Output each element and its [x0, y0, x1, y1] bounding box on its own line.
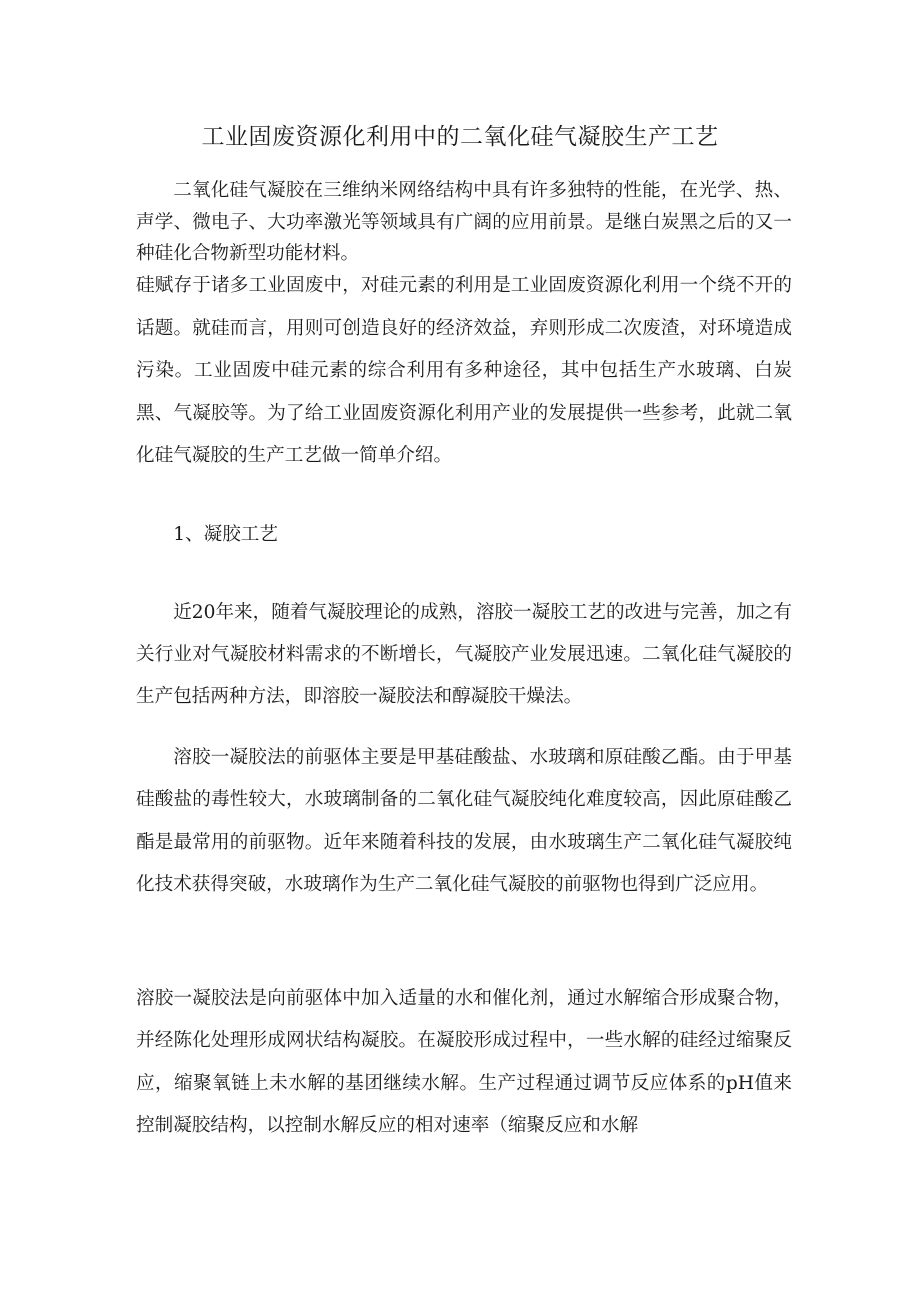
intro-paragraph: 二氧化硅气凝胶在三维纳米网络结构中具有许多独特的性能，在光学、热、声学、微电子、大功率激光等领域具有广阔的应用前景。是继白炭黑之后的又一种硅化合物新型功能材料。	[136, 180, 792, 264]
paragraph-gel-industry: 近20年来，随着气凝胶理论的成熟，溶胶一凝胶工艺的改进与完善，加之有关行业对气凝胶材料需求的不断增长，气凝胶产业发展迅速。二氧化硅气凝胶的生产包括两种方法，即溶胶一凝胶法和醇凝胶干燥法。	[136, 602, 792, 707]
paragraph-precursors: 溶胶一凝胶法的前驱体主要是甲基硅酸盐、水玻璃和原硅酸乙酯。由于甲基硅酸盐的毒性较大，水玻璃制备的二氧化硅气凝胶纯化难度较高，因此原硅酸乙酯是最常用的前驱物。近年来随着科技的发展，由水玻璃生产二氧化硅气凝胶纯化技术获得突破，水玻璃作为生产二氧化硅气凝胶的前驱物也得到广泛应用。	[136, 747, 792, 895]
paragraph-sol-gel-method: 溶胶一凝胶法是向前驱体中加入适量的水和催化剂，通过水解缩合形成聚合物，并经陈化处理形成网状结构凝胶。在凝胶形成过程中，一些水解的硅经过缩聚反应，缩聚氧链上未水解的基团继续水解。生产过程通过调节反应体系的pH值来控制凝胶结构，以控制水解反应的相对速率（缩聚反应和水解	[136, 988, 792, 1136]
section-heading: 1、凝胶工艺	[173, 524, 278, 545]
document-title: 工业固废资源化利用中的二氧化硅气凝胶生产工艺	[201, 124, 719, 150]
paragraph-silicon-utilization: 硅赋存于诸多工业固废中，对硅元素的利用是工业固废资源化利用一个绕不开的话题。就硅而言，用则可创造良好的经济效益，弃则形成二次废渣，对环境造成污染。工业固废中硅元素的综合利用有多种途径，其中包括生产水玻璃、白炭黑、气凝胶等。为了给工业固废资源化利用产业的发展提供一些参考，此就二氧化硅气凝胶的生产工艺做一简单介绍。	[136, 275, 792, 466]
